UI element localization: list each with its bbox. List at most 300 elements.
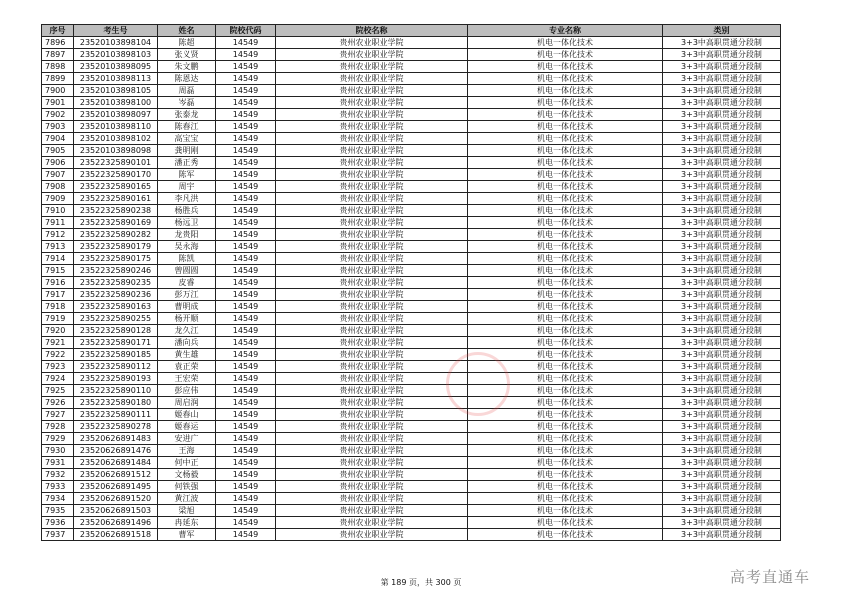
table-row <box>42 505 781 517</box>
cell-school-code: 14549 <box>216 133 276 145</box>
cell-school-code: 14549 <box>216 469 276 481</box>
cell-name: 张义贤 <box>158 49 216 61</box>
cell-school-name: 贵州农业职业学院 <box>276 445 468 457</box>
cell-index: 7898 <box>42 61 74 73</box>
cell-exam-id: 23522325890175 <box>74 253 158 265</box>
table-row <box>42 217 781 229</box>
cell-school-name: 贵州农业职业学院 <box>276 421 468 433</box>
cell-major: 机电一体化技术 <box>468 133 663 145</box>
cell-category: 3+3中高职贯通分段制 <box>663 97 781 109</box>
cell-school-code: 14549 <box>216 457 276 469</box>
cell-exam-id: 23520103898113 <box>74 73 158 85</box>
cell-name: 杨胜兵 <box>158 205 216 217</box>
cell-school-name: 贵州农业职业学院 <box>276 229 468 241</box>
cell-school-code: 14549 <box>216 121 276 133</box>
cell-index: 7906 <box>42 157 74 169</box>
table-row <box>42 253 781 265</box>
cell-category: 3+3中高职贯通分段制 <box>663 145 781 157</box>
col-header-school-code: 院校代码 <box>216 25 276 37</box>
cell-category: 3+3中高职贯通分段制 <box>663 229 781 241</box>
cell-index: 7936 <box>42 517 74 529</box>
cell-name: 姬春山 <box>158 409 216 421</box>
cell-major: 机电一体化技术 <box>468 325 663 337</box>
table-row <box>42 433 781 445</box>
cell-exam-id: 23522325890112 <box>74 361 158 373</box>
cell-exam-id: 23522325890238 <box>74 205 158 217</box>
cell-exam-id: 23522325890111 <box>74 409 158 421</box>
brand-logo-text: 高考直通车 <box>730 568 811 586</box>
cell-index: 7922 <box>42 349 74 361</box>
cell-exam-id: 23520626891484 <box>74 457 158 469</box>
cell-name: 潘正秀 <box>158 157 216 169</box>
cell-category: 3+3中高职贯通分段制 <box>663 445 781 457</box>
cell-category: 3+3中高职贯通分段制 <box>663 361 781 373</box>
table-row <box>42 121 781 133</box>
cell-name: 龙久江 <box>158 325 216 337</box>
cell-school-name: 贵州农业职业学院 <box>276 49 468 61</box>
cell-name: 彭应伟 <box>158 385 216 397</box>
table-row <box>42 61 781 73</box>
cell-index: 7916 <box>42 277 74 289</box>
cell-category: 3+3中高职贯通分段制 <box>663 469 781 481</box>
cell-exam-id: 23520626891520 <box>74 493 158 505</box>
table-body <box>42 37 781 541</box>
cell-category: 3+3中高职贯通分段制 <box>663 49 781 61</box>
cell-major: 机电一体化技术 <box>468 361 663 373</box>
cell-school-name: 贵州农业职业学院 <box>276 301 468 313</box>
cell-exam-id: 23520103898100 <box>74 97 158 109</box>
cell-name: 周宇 <box>158 181 216 193</box>
cell-index: 7901 <box>42 97 74 109</box>
cell-category: 3+3中高职贯通分段制 <box>663 181 781 193</box>
admission-table <box>41 24 781 541</box>
table-row <box>42 325 781 337</box>
cell-name: 曾圆圆 <box>158 265 216 277</box>
cell-major: 机电一体化技术 <box>468 157 663 169</box>
cell-school-code: 14549 <box>216 37 276 49</box>
cell-exam-id: 23520103898102 <box>74 133 158 145</box>
cell-school-name: 贵州农业职业学院 <box>276 253 468 265</box>
cell-name: 曹军 <box>158 529 216 541</box>
cell-school-code: 14549 <box>216 193 276 205</box>
cell-major: 机电一体化技术 <box>468 61 663 73</box>
cell-major: 机电一体化技术 <box>468 265 663 277</box>
cell-name: 安进广 <box>158 433 216 445</box>
cell-school-code: 14549 <box>216 349 276 361</box>
cell-exam-id: 23522325890169 <box>74 217 158 229</box>
table-row <box>42 85 781 97</box>
col-header-category: 类别 <box>663 25 781 37</box>
cell-major: 机电一体化技术 <box>468 241 663 253</box>
cell-school-code: 14549 <box>216 253 276 265</box>
cell-school-code: 14549 <box>216 517 276 529</box>
cell-index: 7918 <box>42 301 74 313</box>
cell-category: 3+3中高职贯通分段制 <box>663 277 781 289</box>
cell-school-name: 贵州农业职业学院 <box>276 97 468 109</box>
cell-index: 7915 <box>42 265 74 277</box>
cell-exam-id: 23520626891518 <box>74 529 158 541</box>
cell-school-code: 14549 <box>216 241 276 253</box>
cell-index: 7923 <box>42 361 74 373</box>
cell-school-code: 14549 <box>216 337 276 349</box>
cell-school-code: 14549 <box>216 289 276 301</box>
cell-name: 黄生雄 <box>158 349 216 361</box>
cell-category: 3+3中高职贯通分段制 <box>663 121 781 133</box>
cell-exam-id: 23520626891476 <box>74 445 158 457</box>
col-header-school-name: 院校名称 <box>276 25 468 37</box>
cell-index: 7925 <box>42 385 74 397</box>
cell-name: 冉延东 <box>158 517 216 529</box>
cell-major: 机电一体化技术 <box>468 349 663 361</box>
cell-school-name: 贵州农业职业学院 <box>276 169 468 181</box>
cell-school-name: 贵州农业职业学院 <box>276 481 468 493</box>
cell-category: 3+3中高职贯通分段制 <box>663 169 781 181</box>
cell-school-name: 贵州农业职业学院 <box>276 241 468 253</box>
cell-exam-id: 23520103898103 <box>74 49 158 61</box>
table-row <box>42 469 781 481</box>
col-header-exam-id: 考生号 <box>74 25 158 37</box>
cell-exam-id: 23522325890236 <box>74 289 158 301</box>
cell-category: 3+3中高职贯通分段制 <box>663 337 781 349</box>
cell-school-code: 14549 <box>216 361 276 373</box>
cell-category: 3+3中高职贯通分段制 <box>663 109 781 121</box>
table-row <box>42 409 781 421</box>
cell-school-code: 14549 <box>216 217 276 229</box>
cell-index: 7912 <box>42 229 74 241</box>
cell-exam-id: 23522325890180 <box>74 397 158 409</box>
cell-exam-id: 23522325890128 <box>74 325 158 337</box>
cell-category: 3+3中高职贯通分段制 <box>663 157 781 169</box>
cell-school-name: 贵州农业职业学院 <box>276 529 468 541</box>
cell-exam-id: 23522325890163 <box>74 301 158 313</box>
table-row <box>42 481 781 493</box>
table-row <box>42 181 781 193</box>
cell-school-code: 14549 <box>216 61 276 73</box>
cell-index: 7907 <box>42 169 74 181</box>
cell-major: 机电一体化技术 <box>468 169 663 181</box>
cell-exam-id: 23522325890255 <box>74 313 158 325</box>
cell-index: 7931 <box>42 457 74 469</box>
cell-school-code: 14549 <box>216 157 276 169</box>
cell-index: 7921 <box>42 337 74 349</box>
cell-name: 陈春江 <box>158 121 216 133</box>
table-row <box>42 49 781 61</box>
cell-school-code: 14549 <box>216 277 276 289</box>
cell-name: 姬春运 <box>158 421 216 433</box>
cell-school-code: 14549 <box>216 181 276 193</box>
cell-index: 7927 <box>42 409 74 421</box>
cell-school-code: 14549 <box>216 505 276 517</box>
cell-index: 7926 <box>42 397 74 409</box>
cell-name: 梁旭 <box>158 505 216 517</box>
cell-school-code: 14549 <box>216 313 276 325</box>
cell-major: 机电一体化技术 <box>468 145 663 157</box>
cell-name: 曹明成 <box>158 301 216 313</box>
cell-name: 岑磊 <box>158 97 216 109</box>
cell-school-name: 贵州农业职业学院 <box>276 265 468 277</box>
cell-name: 陈恩达 <box>158 73 216 85</box>
cell-index: 7934 <box>42 493 74 505</box>
cell-exam-id: 23520626891496 <box>74 517 158 529</box>
cell-major: 机电一体化技术 <box>468 121 663 133</box>
table-row <box>42 97 781 109</box>
cell-major: 机电一体化技术 <box>468 493 663 505</box>
cell-exam-id: 23520626891495 <box>74 481 158 493</box>
cell-major: 机电一体化技术 <box>468 193 663 205</box>
cell-name: 何中正 <box>158 457 216 469</box>
cell-exam-id: 23520103898110 <box>74 121 158 133</box>
cell-school-code: 14549 <box>216 205 276 217</box>
cell-index: 7910 <box>42 205 74 217</box>
cell-index: 7908 <box>42 181 74 193</box>
cell-index: 7909 <box>42 193 74 205</box>
col-header-major: 专业名称 <box>468 25 663 37</box>
cell-major: 机电一体化技术 <box>468 469 663 481</box>
cell-major: 机电一体化技术 <box>468 517 663 529</box>
cell-name: 高宝宝 <box>158 133 216 145</box>
cell-school-name: 贵州农业职业学院 <box>276 277 468 289</box>
table-row <box>42 265 781 277</box>
cell-name: 朱文鹏 <box>158 61 216 73</box>
cell-index: 7919 <box>42 313 74 325</box>
cell-name: 陈军 <box>158 169 216 181</box>
cell-school-code: 14549 <box>216 421 276 433</box>
table-row <box>42 301 781 313</box>
cell-category: 3+3中高职贯通分段制 <box>663 493 781 505</box>
table-row <box>42 445 781 457</box>
cell-exam-id: 23522325890193 <box>74 373 158 385</box>
cell-name: 王海 <box>158 445 216 457</box>
cell-school-name: 贵州农业职业学院 <box>276 181 468 193</box>
cell-index: 7930 <box>42 445 74 457</box>
cell-category: 3+3中高职贯通分段制 <box>663 73 781 85</box>
header-row <box>42 25 781 37</box>
cell-exam-id: 23522325890179 <box>74 241 158 253</box>
cell-school-code: 14549 <box>216 301 276 313</box>
cell-name: 文杨毅 <box>158 469 216 481</box>
table-row <box>42 205 781 217</box>
cell-major: 机电一体化技术 <box>468 289 663 301</box>
cell-school-name: 贵州农业职业学院 <box>276 313 468 325</box>
cell-school-code: 14549 <box>216 229 276 241</box>
cell-index: 7900 <box>42 85 74 97</box>
cell-major: 机电一体化技术 <box>468 457 663 469</box>
cell-index: 7911 <box>42 217 74 229</box>
cell-index: 7896 <box>42 37 74 49</box>
cell-school-name: 贵州农业职业学院 <box>276 469 468 481</box>
cell-major: 机电一体化技术 <box>468 229 663 241</box>
cell-index: 7897 <box>42 49 74 61</box>
cell-major: 机电一体化技术 <box>468 385 663 397</box>
cell-name: 何铁强 <box>158 481 216 493</box>
cell-major: 机电一体化技术 <box>468 301 663 313</box>
cell-major: 机电一体化技术 <box>468 217 663 229</box>
cell-index: 7899 <box>42 73 74 85</box>
cell-major: 机电一体化技术 <box>468 313 663 325</box>
cell-major: 机电一体化技术 <box>468 205 663 217</box>
cell-index: 7914 <box>42 253 74 265</box>
cell-category: 3+3中高职贯通分段制 <box>663 457 781 469</box>
cell-category: 3+3中高职贯通分段制 <box>663 481 781 493</box>
cell-exam-id: 23522325890101 <box>74 157 158 169</box>
table-row <box>42 169 781 181</box>
table-row <box>42 157 781 169</box>
cell-name: 杨开顺 <box>158 313 216 325</box>
table-row <box>42 73 781 85</box>
cell-name: 吴永海 <box>158 241 216 253</box>
table-row <box>42 241 781 253</box>
cell-school-name: 贵州农业职业学院 <box>276 517 468 529</box>
cell-category: 3+3中高职贯通分段制 <box>663 205 781 217</box>
cell-major: 机电一体化技术 <box>468 85 663 97</box>
cell-exam-id: 23522325890110 <box>74 385 158 397</box>
cell-school-code: 14549 <box>216 49 276 61</box>
cell-major: 机电一体化技术 <box>468 373 663 385</box>
cell-school-name: 贵州农业职业学院 <box>276 337 468 349</box>
cell-major: 机电一体化技术 <box>468 481 663 493</box>
cell-exam-id: 23520103898105 <box>74 85 158 97</box>
cell-name: 李凡洪 <box>158 193 216 205</box>
cell-exam-id: 23520626891512 <box>74 469 158 481</box>
cell-school-code: 14549 <box>216 445 276 457</box>
cell-category: 3+3中高职贯通分段制 <box>663 409 781 421</box>
cell-major: 机电一体化技术 <box>468 109 663 121</box>
cell-school-name: 贵州农业职业学院 <box>276 385 468 397</box>
cell-category: 3+3中高职贯通分段制 <box>663 133 781 145</box>
cell-category: 3+3中高职贯通分段制 <box>663 85 781 97</box>
cell-school-code: 14549 <box>216 493 276 505</box>
table-row <box>42 145 781 157</box>
table-row <box>42 37 781 49</box>
cell-category: 3+3中高职贯通分段制 <box>663 301 781 313</box>
table-row <box>42 229 781 241</box>
table-row <box>42 313 781 325</box>
cell-major: 机电一体化技术 <box>468 37 663 49</box>
cell-major: 机电一体化技术 <box>468 49 663 61</box>
cell-name: 袁正荣 <box>158 361 216 373</box>
cell-category: 3+3中高职贯通分段制 <box>663 421 781 433</box>
cell-category: 3+3中高职贯通分段制 <box>663 349 781 361</box>
cell-major: 机电一体化技术 <box>468 397 663 409</box>
cell-index: 7929 <box>42 433 74 445</box>
cell-index: 7905 <box>42 145 74 157</box>
cell-school-code: 14549 <box>216 97 276 109</box>
cell-category: 3+3中高职贯通分段制 <box>663 265 781 277</box>
cell-school-code: 14549 <box>216 265 276 277</box>
cell-exam-id: 23520103898104 <box>74 37 158 49</box>
cell-exam-id: 23520626891503 <box>74 505 158 517</box>
cell-name: 龙贵阳 <box>158 229 216 241</box>
cell-school-code: 14549 <box>216 481 276 493</box>
cell-name: 陈超 <box>158 37 216 49</box>
cell-major: 机电一体化技术 <box>468 445 663 457</box>
cell-exam-id: 23520626891483 <box>74 433 158 445</box>
table-row <box>42 289 781 301</box>
cell-index: 7932 <box>42 469 74 481</box>
table-row <box>42 133 781 145</box>
cell-category: 3+3中高职贯通分段制 <box>663 253 781 265</box>
cell-index: 7904 <box>42 133 74 145</box>
cell-school-name: 贵州农业职业学院 <box>276 205 468 217</box>
cell-school-name: 贵州农业职业学院 <box>276 121 468 133</box>
cell-name: 皮睿 <box>158 277 216 289</box>
cell-major: 机电一体化技术 <box>468 73 663 85</box>
table-header <box>42 25 781 37</box>
cell-school-name: 贵州农业职业学院 <box>276 457 468 469</box>
cell-category: 3+3中高职贯通分段制 <box>663 505 781 517</box>
cell-index: 7937 <box>42 529 74 541</box>
cell-exam-id: 23522325890185 <box>74 349 158 361</box>
cell-name: 周磊 <box>158 85 216 97</box>
cell-school-code: 14549 <box>216 85 276 97</box>
cell-major: 机电一体化技术 <box>468 277 663 289</box>
cell-school-name: 贵州农业职业学院 <box>276 373 468 385</box>
cell-school-code: 14549 <box>216 169 276 181</box>
cell-exam-id: 23520103898095 <box>74 61 158 73</box>
cell-name: 潘向兵 <box>158 337 216 349</box>
cell-school-name: 贵州农业职业学院 <box>276 325 468 337</box>
cell-index: 7917 <box>42 289 74 301</box>
cell-school-name: 贵州农业职业学院 <box>276 217 468 229</box>
cell-exam-id: 23522325890246 <box>74 265 158 277</box>
table-row <box>42 361 781 373</box>
cell-exam-id: 23522325890165 <box>74 181 158 193</box>
cell-category: 3+3中高职贯通分段制 <box>663 193 781 205</box>
cell-school-name: 贵州农业职业学院 <box>276 289 468 301</box>
table-row <box>42 397 781 409</box>
cell-school-name: 贵州农业职业学院 <box>276 109 468 121</box>
cell-exam-id: 23520103898098 <box>74 145 158 157</box>
cell-name: 杨远卫 <box>158 217 216 229</box>
table-row <box>42 421 781 433</box>
cell-school-name: 贵州农业职业学院 <box>276 61 468 73</box>
cell-school-code: 14549 <box>216 433 276 445</box>
cell-name: 王宏荣 <box>158 373 216 385</box>
cell-school-code: 14549 <box>216 529 276 541</box>
cell-exam-id: 23522325890282 <box>74 229 158 241</box>
cell-school-name: 贵州农业职业学院 <box>276 157 468 169</box>
cell-major: 机电一体化技术 <box>468 421 663 433</box>
cell-school-name: 贵州农业职业学院 <box>276 193 468 205</box>
cell-category: 3+3中高职贯通分段制 <box>663 241 781 253</box>
cell-school-code: 14549 <box>216 109 276 121</box>
cell-school-name: 贵州农业职业学院 <box>276 133 468 145</box>
cell-school-name: 贵州农业职业学院 <box>276 397 468 409</box>
cell-index: 7913 <box>42 241 74 253</box>
table-row <box>42 277 781 289</box>
cell-category: 3+3中高职贯通分段制 <box>663 397 781 409</box>
cell-major: 机电一体化技术 <box>468 505 663 517</box>
cell-name: 陈凯 <box>158 253 216 265</box>
cell-category: 3+3中高职贯通分段制 <box>663 325 781 337</box>
cell-exam-id: 23522325890235 <box>74 277 158 289</box>
cell-school-name: 贵州农业职业学院 <box>276 493 468 505</box>
cell-major: 机电一体化技术 <box>468 181 663 193</box>
col-header-index: 序号 <box>42 25 74 37</box>
cell-major: 机电一体化技术 <box>468 97 663 109</box>
cell-name: 黄江波 <box>158 493 216 505</box>
table-row <box>42 493 781 505</box>
cell-exam-id: 23522325890161 <box>74 193 158 205</box>
cell-school-name: 贵州农业职业学院 <box>276 433 468 445</box>
page-indicator: 第 189 页，共 300 页 <box>380 578 462 587</box>
table-row <box>42 529 781 541</box>
cell-school-code: 14549 <box>216 397 276 409</box>
cell-category: 3+3中高职贯通分段制 <box>663 433 781 445</box>
cell-school-code: 14549 <box>216 373 276 385</box>
cell-index: 7928 <box>42 421 74 433</box>
cell-category: 3+3中高职贯通分段制 <box>663 61 781 73</box>
